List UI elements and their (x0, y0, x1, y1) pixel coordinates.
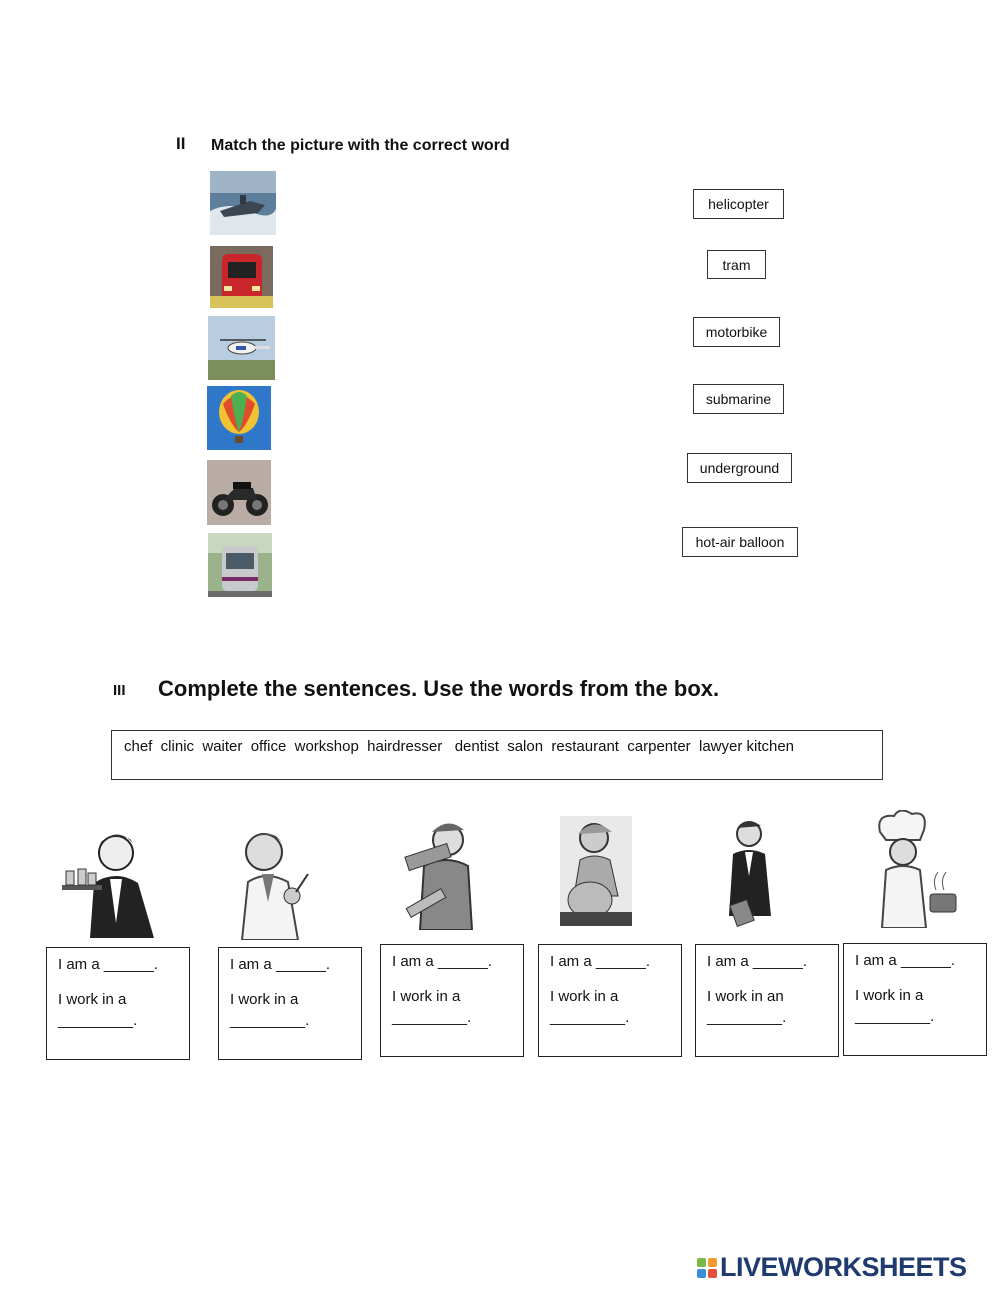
logo-mark-icon (697, 1258, 717, 1278)
word-box-underground[interactable]: underground (687, 453, 792, 483)
answer-line-workplace-label: I work in a (855, 987, 924, 1004)
word-box-tram[interactable]: tram (707, 250, 766, 279)
answer-line-workplace-label: I work in a (230, 991, 299, 1008)
submarine-photo (210, 171, 276, 235)
answer-line-job[interactable]: I am a ______. (230, 956, 331, 973)
answer-line-workplace[interactable]: _________. (707, 1009, 787, 1026)
answer-line-job[interactable]: I am a ______. (855, 952, 956, 969)
waiter-illustration (58, 823, 158, 938)
underground-train-photo (210, 246, 273, 308)
answer-line-job[interactable]: I am a ______. (58, 956, 159, 973)
answer-line-workplace[interactable]: _________. (855, 1008, 935, 1025)
chef-illustration (870, 810, 962, 928)
word-box-motorbike[interactable]: motorbike (693, 317, 780, 347)
section-2-title: Match the picture with the correct word (211, 137, 510, 154)
answer-box-lawyer (695, 944, 839, 1057)
answer-box-hairdresser (538, 944, 682, 1057)
answer-line-workplace[interactable]: _________. (550, 1009, 630, 1026)
word-bank: chef clinic waiter office workshop hairdresser dentist salon restaurant carpenter lawyer kitchen (111, 730, 883, 780)
liveworksheets-logo (697, 1252, 967, 1283)
carpenter-illustration (402, 818, 480, 930)
answer-line-workplace-label: I work in a (550, 988, 619, 1005)
answer-line-workplace[interactable]: _________. (58, 1012, 138, 1029)
answer-line-workplace-label: I work in a (392, 988, 461, 1005)
section-3-number: III (113, 682, 126, 699)
lawyer-illustration (725, 816, 775, 928)
answer-box-chef (843, 943, 987, 1056)
section-3-title: Complete the sentences. Use the words from the box. (158, 676, 720, 701)
answer-line-workplace[interactable]: _________. (392, 1009, 472, 1026)
answer-line-workplace-label: I work in a (58, 991, 127, 1008)
section-2-number: II (176, 134, 186, 153)
answer-line-workplace[interactable]: _________. (230, 1012, 310, 1029)
logo-text: LIVEWORKSHEETS (720, 1252, 967, 1282)
answer-line-job[interactable]: I am a ______. (550, 953, 651, 970)
word-box-helicopter[interactable]: helicopter (693, 189, 784, 219)
answer-line-workplace-label: I work in an (707, 988, 784, 1005)
dentist-illustration (236, 822, 314, 940)
answer-line-job[interactable]: I am a ______. (707, 953, 808, 970)
hot-air-balloon-photo (207, 386, 271, 450)
helicopter-photo (208, 316, 275, 380)
hairdresser-illustration (560, 816, 632, 926)
motorbike-photo (207, 460, 271, 525)
word-box-hot-air-balloon[interactable]: hot-air balloon (682, 527, 798, 557)
answer-box-carpenter (380, 944, 524, 1057)
answer-box-waiter (46, 947, 190, 1060)
tram-photo (208, 533, 272, 597)
answer-box-dentist (218, 947, 362, 1060)
word-box-submarine[interactable]: submarine (693, 384, 784, 414)
answer-line-job[interactable]: I am a ______. (392, 953, 493, 970)
